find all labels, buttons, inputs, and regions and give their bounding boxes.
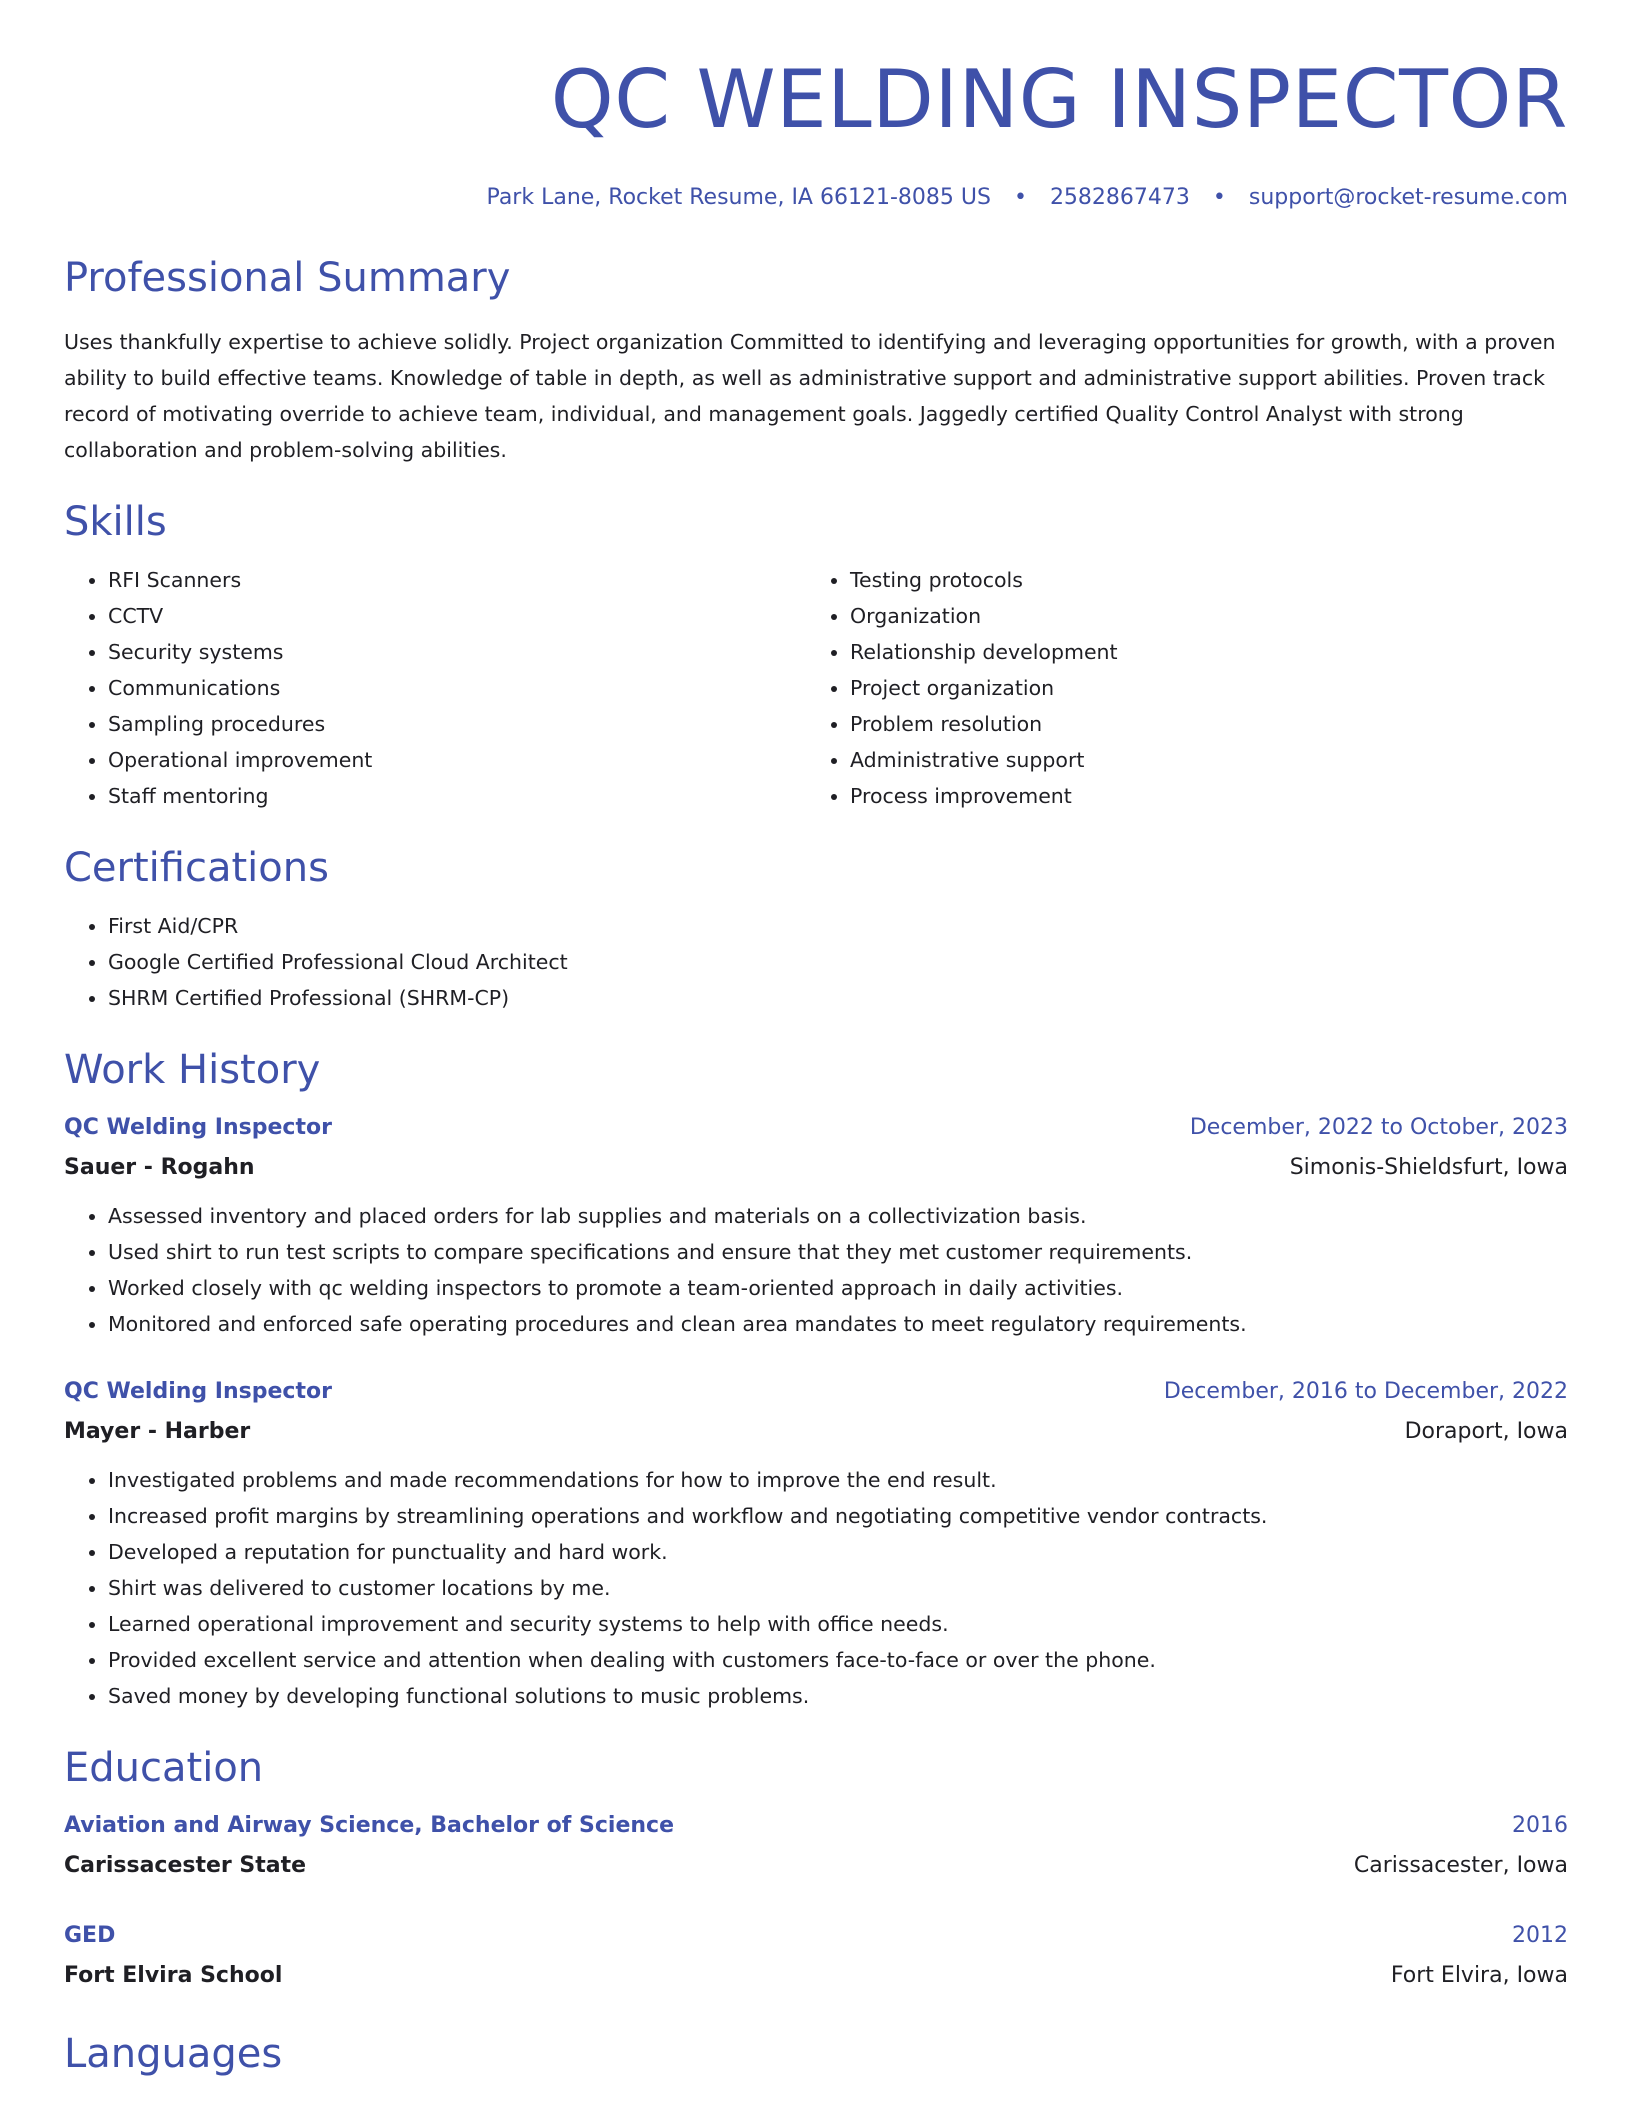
education-header [64, 1810, 1568, 1842]
contact-separator: • [1212, 185, 1226, 210]
job-header [64, 1376, 1568, 1408]
skill-item: • Administrative support [850, 742, 1548, 778]
job-title: QC Welding Inspector [64, 1379, 332, 1404]
contact-phone: 2582867473 [1049, 185, 1190, 210]
skill-item: • Staff mentoring [108, 778, 806, 814]
job-dates: December, 2022 to October, 2023 [1189, 1115, 1568, 1140]
certifications-list [64, 908, 1568, 1016]
education-year: 2012 [1512, 1923, 1568, 1948]
contact-separator: • [1013, 185, 1027, 210]
job-bullet: • Shirt was delivered to customer locations by me. [108, 1570, 1568, 1606]
job-bullet: • Saved money by developing functional solutions to music problems. [108, 1678, 1568, 1714]
job-entry [64, 1376, 1568, 1714]
job-bullet: • Used shirt to run test scripts to compare specifications and ensure that they met customer requirements. [108, 1234, 1568, 1270]
skill-item: • Process improvement [850, 778, 1548, 814]
job-subheader [64, 1152, 1568, 1184]
job-entry [64, 1112, 1568, 1342]
skill-item: • CCTV [108, 598, 806, 634]
education-school: Fort Elvira School [64, 1963, 283, 1988]
education-year: 2016 [1512, 1813, 1568, 1838]
job-bullet: • Worked closely with qc welding inspectors to promote a team-oriented approach in daily activities. [108, 1270, 1568, 1306]
skill-item: • Operational improvement [108, 742, 806, 778]
education-school: Carissacester State [64, 1853, 307, 1878]
job-location: Simonis-Shieldsfurt, Iowa [1289, 1155, 1568, 1180]
contact-address: Park Lane, Rocket Resume, IA 66121-8085 US [486, 185, 991, 210]
job-bullets [64, 1198, 1568, 1342]
education-entry [64, 1810, 1568, 1882]
job-subheader [64, 1416, 1568, 1448]
education-header [64, 1920, 1568, 1952]
job-bullet: • Provided excellent service and attention when dealing with customers face-to-face or over the phone. [108, 1642, 1568, 1678]
certification-item: • SHRM Certified Professional (SHRM-CP) [108, 980, 1568, 1016]
certification-item: • Google Certified Professional Cloud Architect [108, 944, 1568, 980]
skill-item: • Security systems [108, 634, 806, 670]
skills-column-left [64, 562, 806, 814]
education-location: Carissacester, Iowa [1353, 1853, 1568, 1878]
education-entry [64, 1920, 1568, 1992]
contact-line [64, 184, 1568, 212]
skill-item: • Sampling procedures [108, 706, 806, 742]
skill-item: • RFI Scanners [108, 562, 806, 598]
resume-name: QC WELDING INSPECTOR [550, 53, 1568, 146]
section-title-certifications: Certifications [64, 845, 329, 891]
job-bullet: • Monitored and enforced safe operating procedures and clean area mandates to meet regulatory requirements. [108, 1306, 1568, 1342]
job-header [64, 1112, 1568, 1144]
section-title-work-history: Work History [64, 1047, 321, 1093]
section-title-summary: Professional Summary [64, 255, 511, 301]
job-bullet: • Investigated problems and made recommendations for how to improve the end result. [108, 1462, 1568, 1498]
job-bullet: • Assessed inventory and placed orders for lab supplies and materials on a collectivization basis. [108, 1198, 1568, 1234]
skills-list [64, 562, 1568, 814]
job-bullet: • Learned operational improvement and security systems to help with office needs. [108, 1606, 1568, 1642]
skills-column-right [806, 562, 1548, 814]
contact-email[interactable]: support@rocket-resume.com [1248, 185, 1568, 210]
skill-item: • Relationship development [850, 634, 1548, 670]
section-title-education: Education [64, 1745, 264, 1791]
section-title-skills: Skills [64, 499, 167, 545]
skill-item: • Testing protocols [850, 562, 1548, 598]
education-degree: GED [64, 1923, 116, 1948]
education-subheader [64, 1850, 1568, 1882]
skill-item: • Organization [850, 598, 1548, 634]
skill-item: • Project organization [850, 670, 1548, 706]
education-degree: Aviation and Airway Science, Bachelor of Science [64, 1813, 674, 1838]
skill-item: • Problem resolution [850, 706, 1548, 742]
education-subheader [64, 1960, 1568, 1992]
education-location: Fort Elvira, Iowa [1390, 1963, 1568, 1988]
job-company: Sauer - Rogahn [64, 1155, 255, 1180]
certification-item: • First Aid/CPR [108, 908, 1568, 944]
job-bullet: • Increased profit margins by streamlining operations and workflow and negotiating competitive vendor contracts. [108, 1498, 1568, 1534]
job-location: Doraport, Iowa [1404, 1419, 1568, 1444]
job-dates: December, 2016 to December, 2022 [1163, 1379, 1568, 1404]
job-bullet: • Developed a reputation for punctuality and hard work. [108, 1534, 1568, 1570]
section-title-languages: Languages [64, 2031, 283, 2077]
skill-item: • Communications [108, 670, 806, 706]
job-title: QC Welding Inspector [64, 1115, 332, 1140]
summary-text: Uses thankfully expertise to achieve solidly. Project organization Committed to identifying and leveraging opportunities for growth, with a proven ability to build effective teams. Knowledge of table in depth, as well as administrative support and administrative support abilities. Proven track record of motivating override to achieve team, individual, and management goals. Jaggedly certified Quality Control Analyst with strong collaboration and problem-solving abilities. [64, 330, 1556, 462]
job-company: Mayer - Harber [64, 1419, 251, 1444]
job-bullets [64, 1462, 1568, 1714]
